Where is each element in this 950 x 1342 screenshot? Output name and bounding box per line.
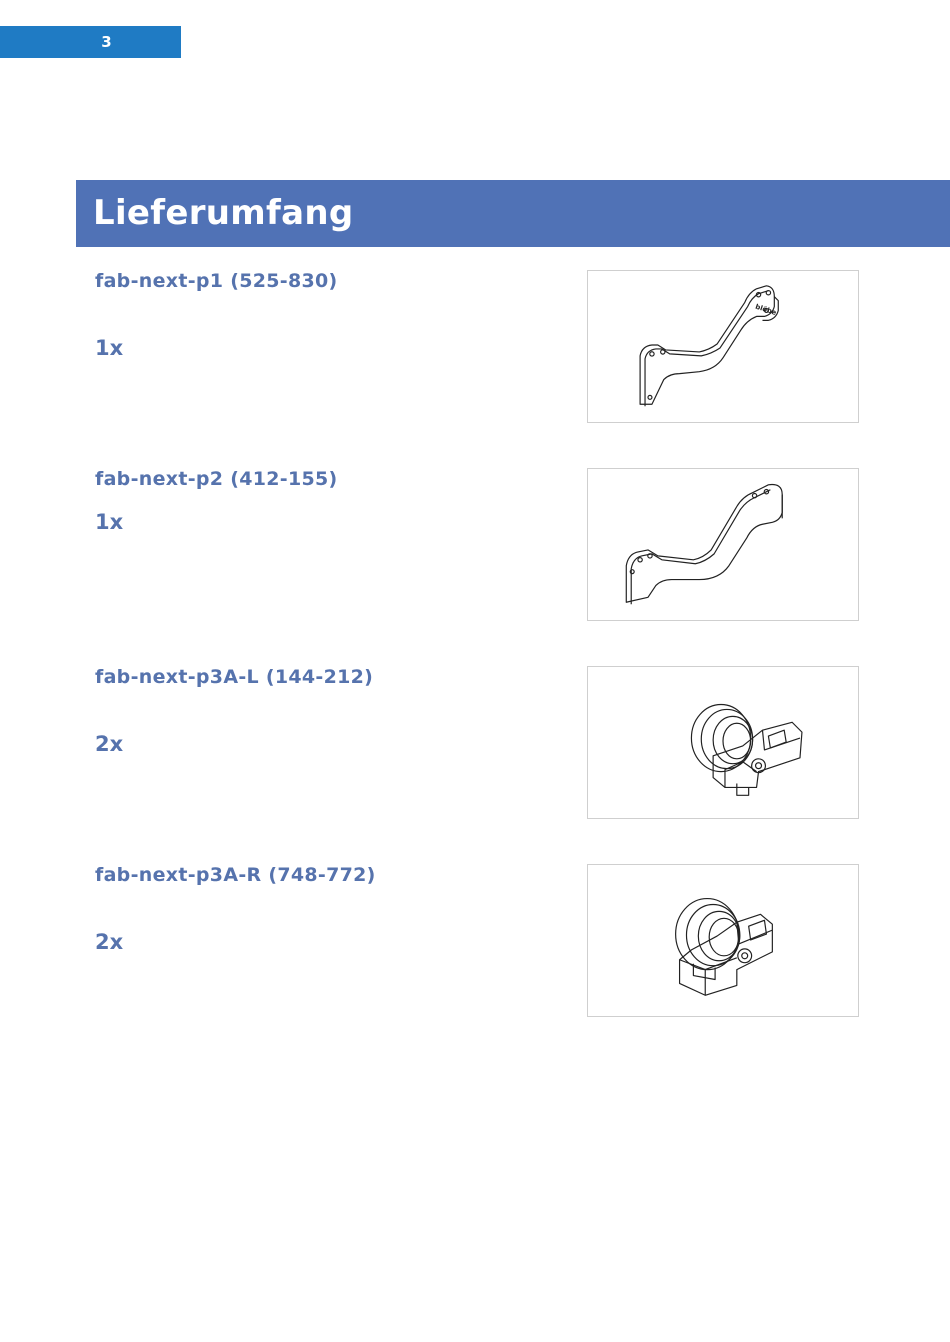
item-name: fab-next-p2 (412-155)	[95, 468, 338, 490]
item-figure-p3a-r	[587, 864, 859, 1017]
delivery-item-p3a-r	[95, 864, 555, 954]
section-banner	[76, 180, 950, 247]
item-figure-p3a-l	[587, 666, 859, 819]
roller-left-drawing-icon	[588, 667, 858, 818]
item-quantity: 2x	[95, 732, 124, 756]
item-figure-p2	[587, 468, 859, 621]
roller-right-drawing-icon	[588, 865, 858, 1016]
delivery-item-p1	[95, 270, 555, 360]
page-number-tab	[0, 26, 181, 58]
item-name: fab-next-p3A-R (748-772)	[95, 864, 376, 886]
item-figure-p1	[587, 270, 859, 423]
page-number: 3	[101, 33, 112, 51]
item-quantity: 1x	[95, 336, 124, 360]
bracket-p1-drawing-icon	[588, 271, 858, 422]
item-name: fab-next-p1 (525-830)	[95, 270, 338, 292]
delivery-item-p2	[95, 468, 555, 534]
section-title: Lieferumfang	[93, 193, 354, 233]
bracket-p2-drawing-icon	[588, 469, 858, 620]
svg-text:blöbe: blöbe	[754, 302, 778, 317]
item-quantity: 2x	[95, 930, 124, 954]
delivery-item-p3a-l	[95, 666, 555, 756]
item-name: fab-next-p3A-L (144-212)	[95, 666, 374, 688]
item-quantity: 1x	[95, 510, 124, 534]
